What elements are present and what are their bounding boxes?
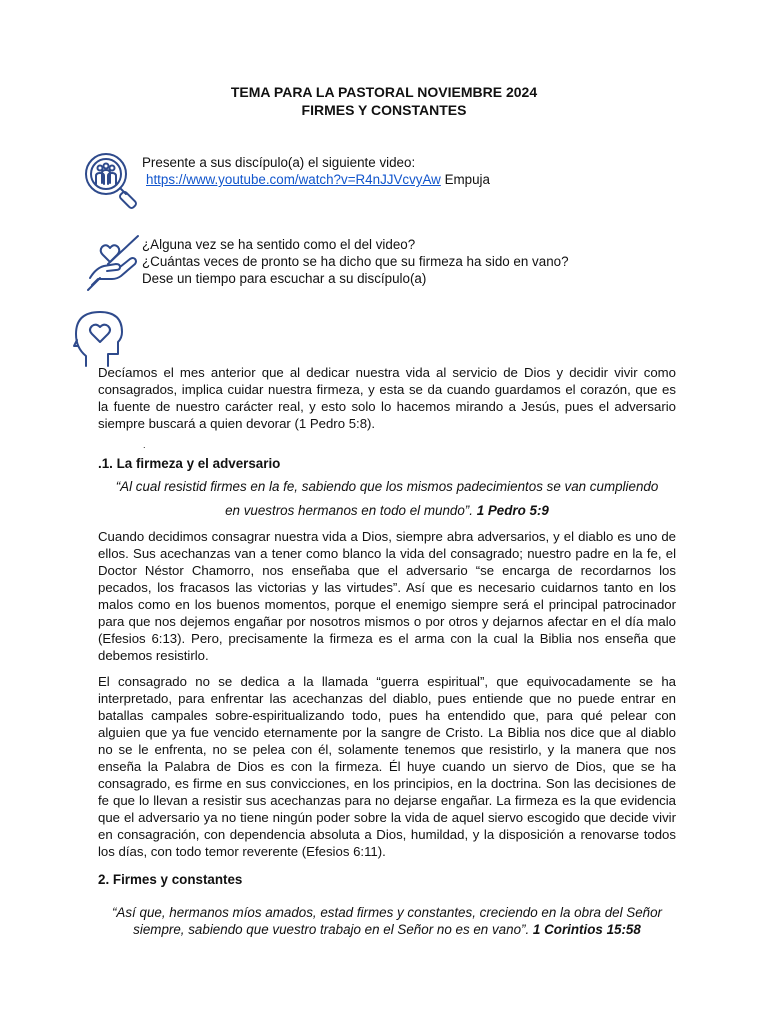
section1-quote-line1: “Al cual resistid firmes en la fe, sabiendo que los mismos padecimientos se van cumpliendo [115,479,659,494]
section1-paragraph-b: El consagrado no se dedica a la llamada “guerra espiritual”, que equivocadamente se ha interpretado, para enfrentar las acechanzas del diablo, pues entiende que no puede entrar en batallas campales sobre-espiritualizando todo, pues ha entendido que, para qué pelear con alguien que ya fue vencido eternamente por la sangre de Cristo. La Biblia nos dice que al diablo no se le enfrenta, no se pelea con él, solamente tenemos que resistirlo, y la manera que nos enseña la Palabra de Dios es con la firmeza. Él huye cuando un siervo de Dios, que se ha consagrado, es firme en sus convicciones, en los principios, en la doctrina. Son las decisiones de fe que lo llevan a resistir sus acechanzas para no dejarse engañar. La firmeza es la que evidencia que el adversario ya no tiene ningún poder sobre la vida de aquel siervo escogido que decide vivir en consagración, con dependencia absoluta a Dios, humildad, y la disposición a renovarse todos los días, con todo temor reverente (Efesios 6:11). [98,674,676,859]
question-1: ¿Alguna vez se ha sentido como el del video? [142,237,416,252]
document-title-line2: FIRMES Y CONSTANTES [301,102,467,118]
section1-quote-text: en vuestros hermanos en todo el mundo”. [225,503,477,518]
section2-heading: 2. Firmes y constantes [98,872,243,887]
video-link-line [146,171,490,188]
question-2: ¿Cuántas veces de pronto se ha dicho que su firmeza ha sido en vano? [142,254,569,269]
section2-quote [98,904,676,938]
video-link[interactable]: https://www.youtube.com/watch?v=R4nJJVcvyAw [146,172,441,187]
section1-heading: .1. La firmeza y el adversario [98,456,281,471]
document-title-line1: TEMA PARA LA PASTORAL NOVIEMBRE 2024 [230,84,538,100]
section1-quote-ref: 1 Pedro 5:9 [476,503,549,518]
question-3: Dese un tiempo para escuchar a su discípulo(a) [142,271,427,286]
head-heart-icon [72,308,128,370]
stray-dot: . [143,440,146,450]
video-link-suffix: Empuja [440,172,490,187]
section1-quote-line2 [98,502,676,519]
group-search-icon [82,150,142,212]
section2-quote-text: “Así que, hermanos míos amados, estad firmes y constantes, creciendo en la obra del Señor siempre, sabiendo que vuestro trabajo en el Señor no es en vano”. [111,905,663,937]
paragraph-intro: Decíamos el mes anterior que al dedicar nuestra vida al servicio de Dios y decidir vivir como consagrados, implica cuidar nuestra firmeza, y esta se da cuando guardamos el corazón, que es la fuente de nuestro carácter real, y esto solo lo hacemos mirando a Jesús, pues el adversario siempre buscará a quien devorar (1 Pedro 5:8). [98,365,676,431]
section2-quote-ref: 1 Corintios 15:58 [532,922,641,937]
section1-paragraph-a: Cuando decidimos consagrar nuestra vida a Dios, siempre abra adversarios, y el diablo es uno de ellos. Sus acechanzas van a tener como blanco la vida del consagrado; nuestro padre en la fe, el Doctor Néstor Chamorro, nos enseñaba que el adversario “se encarga de recordarnos los pecados, los fracasos las victorias y las virtudes”. Así que es necesario cuidarnos tanto en los malos como en los buenos momentos, porque el enemigo siempre será el principal patrocinador para que nos dejemos engañar por nosotros mismos o por otros y dejarnos afectar en el día malo (Efesios 6:13). Pero, precisamente la firmeza es el arma con la cual la Biblia nos enseña que debemos resistirlo. [98,529,676,663]
intro-line: Presente a sus discípulo(a) el siguiente video: [142,155,416,170]
hand-heart-icon [86,234,144,292]
